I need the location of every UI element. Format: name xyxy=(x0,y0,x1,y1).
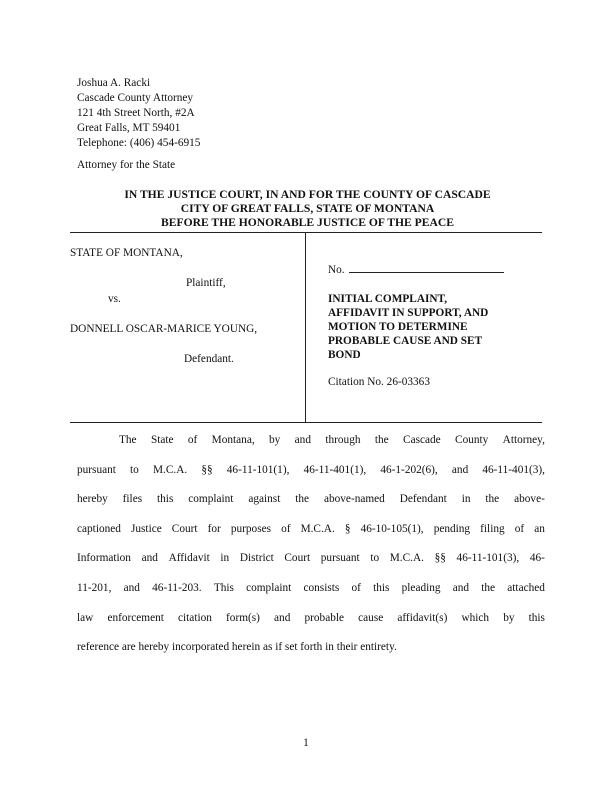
paragraph-word: M.C.A. xyxy=(152,463,188,476)
caption-bottom-rule-right xyxy=(305,422,542,423)
paragraph-word: affidavit(s) xyxy=(397,611,448,624)
attorney-title: Cascade County Attorney xyxy=(77,92,194,104)
paragraph-word: §§ xyxy=(201,463,213,476)
paragraph-word: Justice xyxy=(130,522,162,535)
paragraph-word: files xyxy=(122,493,143,506)
complaint-paragraph xyxy=(77,434,545,671)
paragraph-word: above- xyxy=(514,493,545,506)
paragraph-word: State xyxy=(150,434,174,446)
paragraph-word: for xyxy=(207,522,221,535)
paragraph-word: Court xyxy=(171,522,198,535)
paragraph-word: of xyxy=(187,434,198,446)
paragraph-word: an xyxy=(534,522,545,535)
attorney-address-line-1: 121 4th Street North, #2A xyxy=(77,107,195,119)
paragraph-word: by xyxy=(269,434,281,446)
paragraph-word: M.C.A. xyxy=(389,552,424,565)
plaintiff-name: STATE OF MONTANA, xyxy=(70,247,183,259)
defendant-label: Defendant. xyxy=(184,353,234,365)
paragraph-word: to xyxy=(130,463,139,476)
paragraph-word: the xyxy=(295,493,310,506)
paragraph-word: Affidavit xyxy=(168,552,210,565)
paragraph-word: and xyxy=(274,611,291,624)
paragraph-word: 46-1-202(6), xyxy=(380,463,438,476)
paragraph-word: which xyxy=(461,611,490,624)
paragraph-word: the xyxy=(374,434,389,446)
paragraph-word: filing xyxy=(480,522,505,535)
paragraph-line xyxy=(77,612,545,642)
document-title-line: AFFIDAVIT IN SUPPORT, AND xyxy=(328,307,489,319)
document-title-line: BOND xyxy=(328,349,361,361)
paragraph-word: of xyxy=(514,522,525,535)
case-number-field xyxy=(328,262,548,276)
paragraph-line xyxy=(77,523,545,553)
court-heading-line-1: IN THE JUSTICE COURT, IN AND FOR THE COUNTY OF CASCADE xyxy=(124,188,491,201)
paragraph-word: and xyxy=(141,552,158,565)
paragraph-word: against xyxy=(248,493,281,506)
paragraph-word: captioned xyxy=(77,522,121,535)
paragraph-word: County xyxy=(455,434,489,446)
paragraph-word: consists xyxy=(303,581,340,594)
paragraph-word: Attorney, xyxy=(502,434,545,446)
paragraph-word: pleading xyxy=(401,581,441,594)
paragraph-word: Court xyxy=(284,552,311,565)
attorney-telephone: Telephone: (406) 454-6915 xyxy=(77,137,201,149)
paragraph-word: 46- xyxy=(529,552,545,565)
citation-number: Citation No. 26-03363 xyxy=(328,376,430,388)
defendant-name: DONNELL OSCAR-MARICE YOUNG, xyxy=(70,323,258,335)
attorney-name: Joshua A. Racki xyxy=(77,77,151,89)
caption-divider xyxy=(305,233,306,423)
caption-top-rule xyxy=(70,232,542,233)
document-title-line: PROBABLE CAUSE AND SET xyxy=(328,335,483,347)
attorney-block xyxy=(77,76,200,151)
paragraph-line xyxy=(77,582,545,612)
case-number-blank xyxy=(349,262,504,273)
paragraph-word: pursuant xyxy=(77,463,116,476)
court-heading xyxy=(70,188,545,230)
paragraph-word: 46-11-401(1), xyxy=(303,463,367,476)
paragraph-word: purposes xyxy=(230,522,272,535)
paragraph-word: form(s) xyxy=(226,611,260,624)
paragraph-word: Defendant xyxy=(399,493,447,506)
paragraph-word: Information xyxy=(77,552,131,565)
paragraph-word: Cascade xyxy=(403,434,441,446)
paragraph-word: complaint xyxy=(188,493,234,506)
paragraph-line: reference are hereby incorporated herein as if set forth in their entirety. xyxy=(77,641,397,654)
paragraph-word: and xyxy=(452,581,470,594)
paragraph-word: 46-11-101(1), xyxy=(226,463,290,476)
paragraph-word: 11-201, xyxy=(77,581,112,594)
paragraph-word: of xyxy=(351,581,361,594)
paragraph-word: law xyxy=(77,611,94,624)
case-caption-document xyxy=(328,262,548,388)
paragraph-word: 46-10-105(1), xyxy=(360,522,424,535)
paragraph-line xyxy=(77,434,545,464)
paragraph-word: The xyxy=(119,434,137,446)
paragraph-word: This xyxy=(213,581,234,594)
paragraph-word: §§ xyxy=(434,552,446,565)
versus: vs. xyxy=(108,293,121,305)
paragraph-word: in xyxy=(461,493,471,506)
paragraph-word: pending xyxy=(433,522,471,535)
document-title-line: INITIAL COMPLAINT, xyxy=(328,293,448,305)
paragraph-word: by xyxy=(503,611,515,624)
paragraph-word: Montana, xyxy=(211,434,255,446)
attorney-role: Attorney for the State xyxy=(77,159,176,171)
caption-bottom-rule-left xyxy=(70,422,306,423)
paragraph-word: the xyxy=(485,493,500,506)
paragraph-word: 46-11-401(3), xyxy=(482,463,545,476)
plaintiff-label: Plaintiff, xyxy=(186,277,226,289)
paragraph-word: District xyxy=(239,552,274,565)
paragraph-word: probable xyxy=(304,611,345,624)
paragraph-word: 46-11-101(3), xyxy=(456,552,520,565)
paragraph-word: in xyxy=(220,552,230,565)
paragraph-word: and xyxy=(123,581,140,594)
paragraph-word: this xyxy=(373,581,390,594)
paragraph-line xyxy=(77,493,545,523)
document-title-line: MOTION TO DETERMINE xyxy=(328,321,468,333)
paragraph-word: above-named xyxy=(323,493,385,506)
paragraph-word: hereby xyxy=(77,493,108,506)
paragraph-word: complaint xyxy=(246,581,292,594)
paragraph-word: and xyxy=(294,434,311,446)
case-number-label: No. xyxy=(328,264,345,276)
court-heading-line-2: CITY OF GREAT FALLS, STATE OF MONTANA xyxy=(180,202,435,215)
page-number: 1 xyxy=(303,737,309,749)
paragraph-word: attached xyxy=(507,581,545,594)
attorney-address-line-2: Great Falls, MT 59401 xyxy=(77,122,181,134)
paragraph-word: cause xyxy=(358,611,384,624)
paragraph-word: citation xyxy=(178,611,212,624)
paragraph-word: through xyxy=(325,434,361,446)
paragraph-word: 46-11-203. xyxy=(152,581,202,594)
paragraph-line xyxy=(77,552,545,582)
paragraph-word: this xyxy=(528,611,545,624)
paragraph-word: and xyxy=(451,463,469,476)
document-title xyxy=(328,292,548,362)
court-heading-line-3: BEFORE THE HONORABLE JUSTICE OF THE PEACE xyxy=(161,216,454,229)
paragraph-word: enforcement xyxy=(107,611,164,624)
paragraph-word: pursuant xyxy=(320,552,360,565)
paragraph-word: to xyxy=(370,552,380,565)
paragraph-word: M.C.A. xyxy=(300,522,335,535)
paragraph-word: the xyxy=(481,581,496,594)
paragraph-word: this xyxy=(157,493,174,506)
paragraph-word: § xyxy=(344,522,351,535)
paragraph-line xyxy=(77,464,545,494)
paragraph-word: of xyxy=(281,522,291,535)
